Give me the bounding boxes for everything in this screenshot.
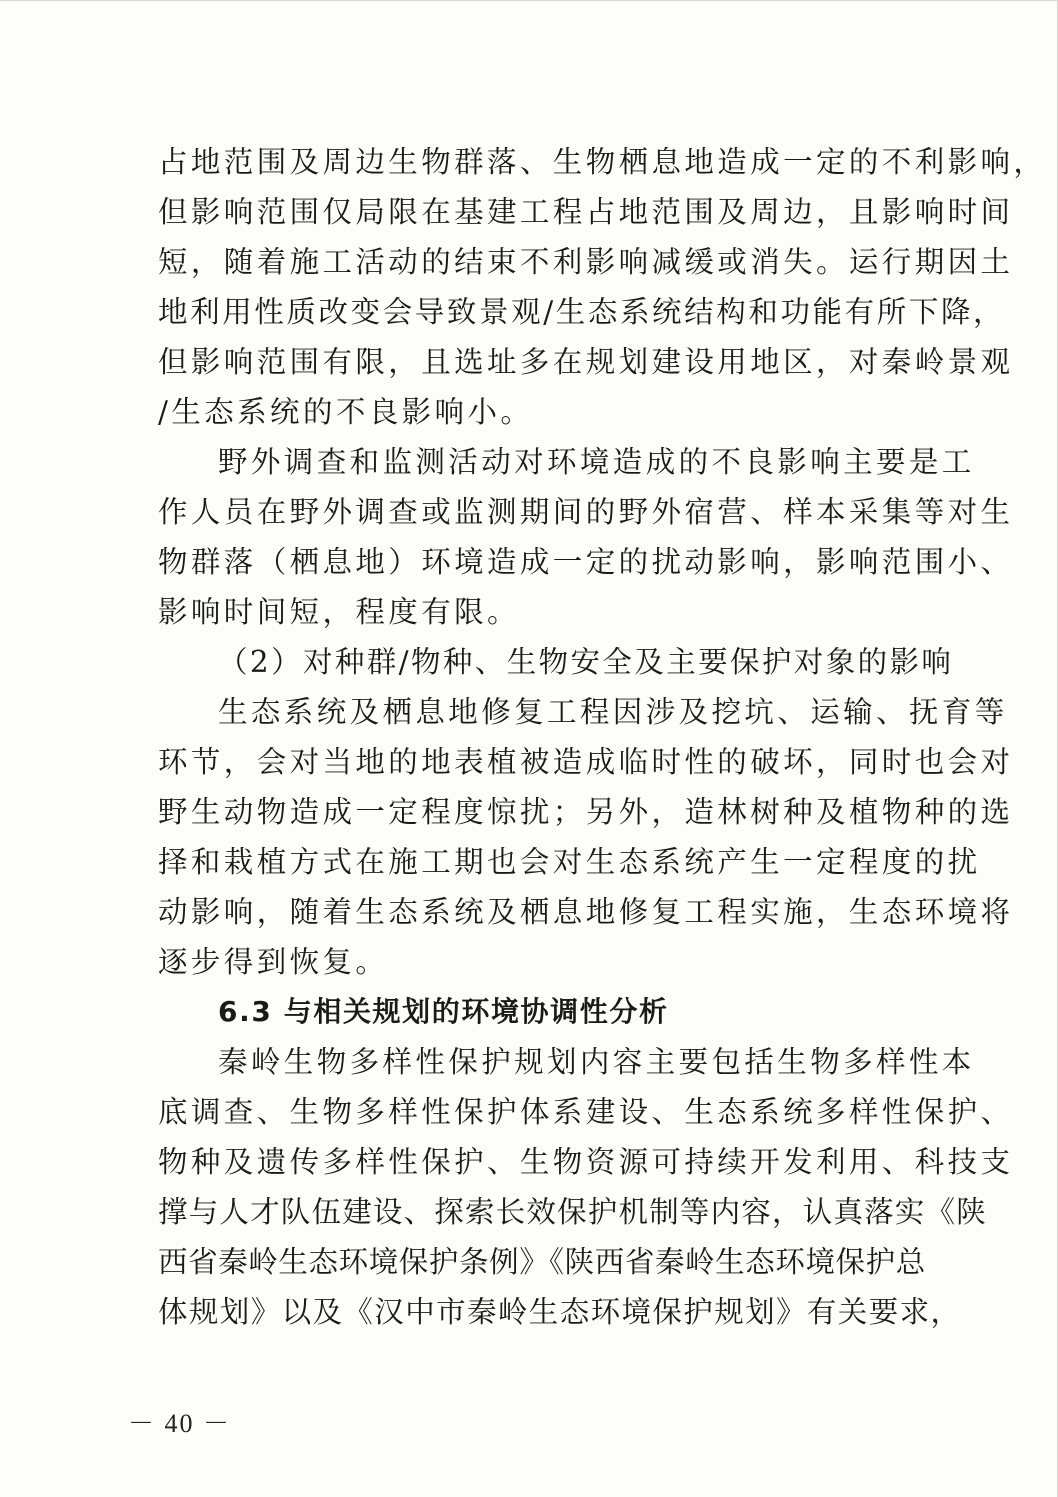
paragraph-4-line-3: 野生动物造成一定程度惊扰；另外，造林树种及植物种的选 — [158, 795, 1014, 829]
paragraph-2-line-3: 物群落（栖息地）环境造成一定的扰动影响，影响范围小、 — [158, 545, 1014, 579]
paragraph-5-line-6: 体规划》以及《汉中市秦岭生态环境保护规划》有关要求， — [158, 1295, 962, 1329]
paragraph-4-line-2: 环节，会对当地的地表植被造成临时性的破坏，同时也会对 — [158, 745, 1014, 779]
paragraph-5-line-5: 西省秦岭生态环境保护条例》《陕西省秦岭生态环境保护总 — [158, 1245, 926, 1279]
paragraph-4-line-5: 动影响，随着生态系统及栖息地修复工程实施，生态环境将 — [158, 895, 1014, 929]
paragraph-1-line-3: 短，随着施工活动的结束不利影响减缓或消失。运行期因土 — [158, 245, 1014, 279]
paragraph-1-line-2: 但影响范围仅局限在基建工程占地范围及周边，且影响时间 — [158, 195, 1014, 229]
paragraph-4-line-6: 逐步得到恢复。 — [158, 945, 389, 979]
paragraph-1-line-4: 地利用性质改变会导致景观/生态系统结构和功能有所下降， — [158, 295, 1006, 329]
paragraph-2-line-1: 野外调查和监测活动对环境造成的不良影响主要是工 — [218, 445, 975, 479]
paragraph-1-line-1: 占地范围及周边生物群落、生物栖息地造成一定的不利影响， — [158, 145, 1047, 179]
paragraph-5-line-4: 撑与人才队伍建设、探索长效保护机制等内容，认真落实《陕 — [158, 1195, 987, 1229]
paragraph-5-line-1: 秦岭生物多样性保护规划内容主要包括生物多样性本 — [218, 1045, 975, 1079]
paragraph-4-line-4: 择和栽植方式在施工期也会对生态系统产生一定程度的扰 — [158, 845, 981, 879]
paragraph-4-line-1: 生态系统及栖息地修复工程因涉及挖坑、运输、抚育等 — [218, 695, 1008, 729]
paragraph-2-line-4: 影响时间短，程度有限。 — [158, 595, 520, 629]
section-heading-6-3: 6.3 与相关规划的环境协调性分析 — [218, 995, 669, 1028]
subsection-title-2: （2）对种群/物种、生物安全及主要保护对象的影响 — [218, 645, 954, 679]
page-number: － 40 － — [128, 1409, 232, 1438]
paragraph-5-line-3: 物种及遗传多样性保护、生物资源可持续开发利用、科技支 — [158, 1145, 1014, 1179]
paragraph-1-line-6: /生态系统的不良影响小。 — [158, 395, 534, 429]
paragraph-5-line-2: 底调查、生物多样性保护体系建设、生态系统多样性保护、 — [158, 1095, 1014, 1129]
paragraph-1-line-5: 但影响范围有限，且选址多在规划建设用地区，对秦岭景观 — [158, 345, 1014, 379]
document-body — [158, 137, 1047, 1337]
paragraph-2-line-2: 作人员在野外调查或监测期间的野外宿营、样本采集等对生 — [158, 495, 1014, 529]
